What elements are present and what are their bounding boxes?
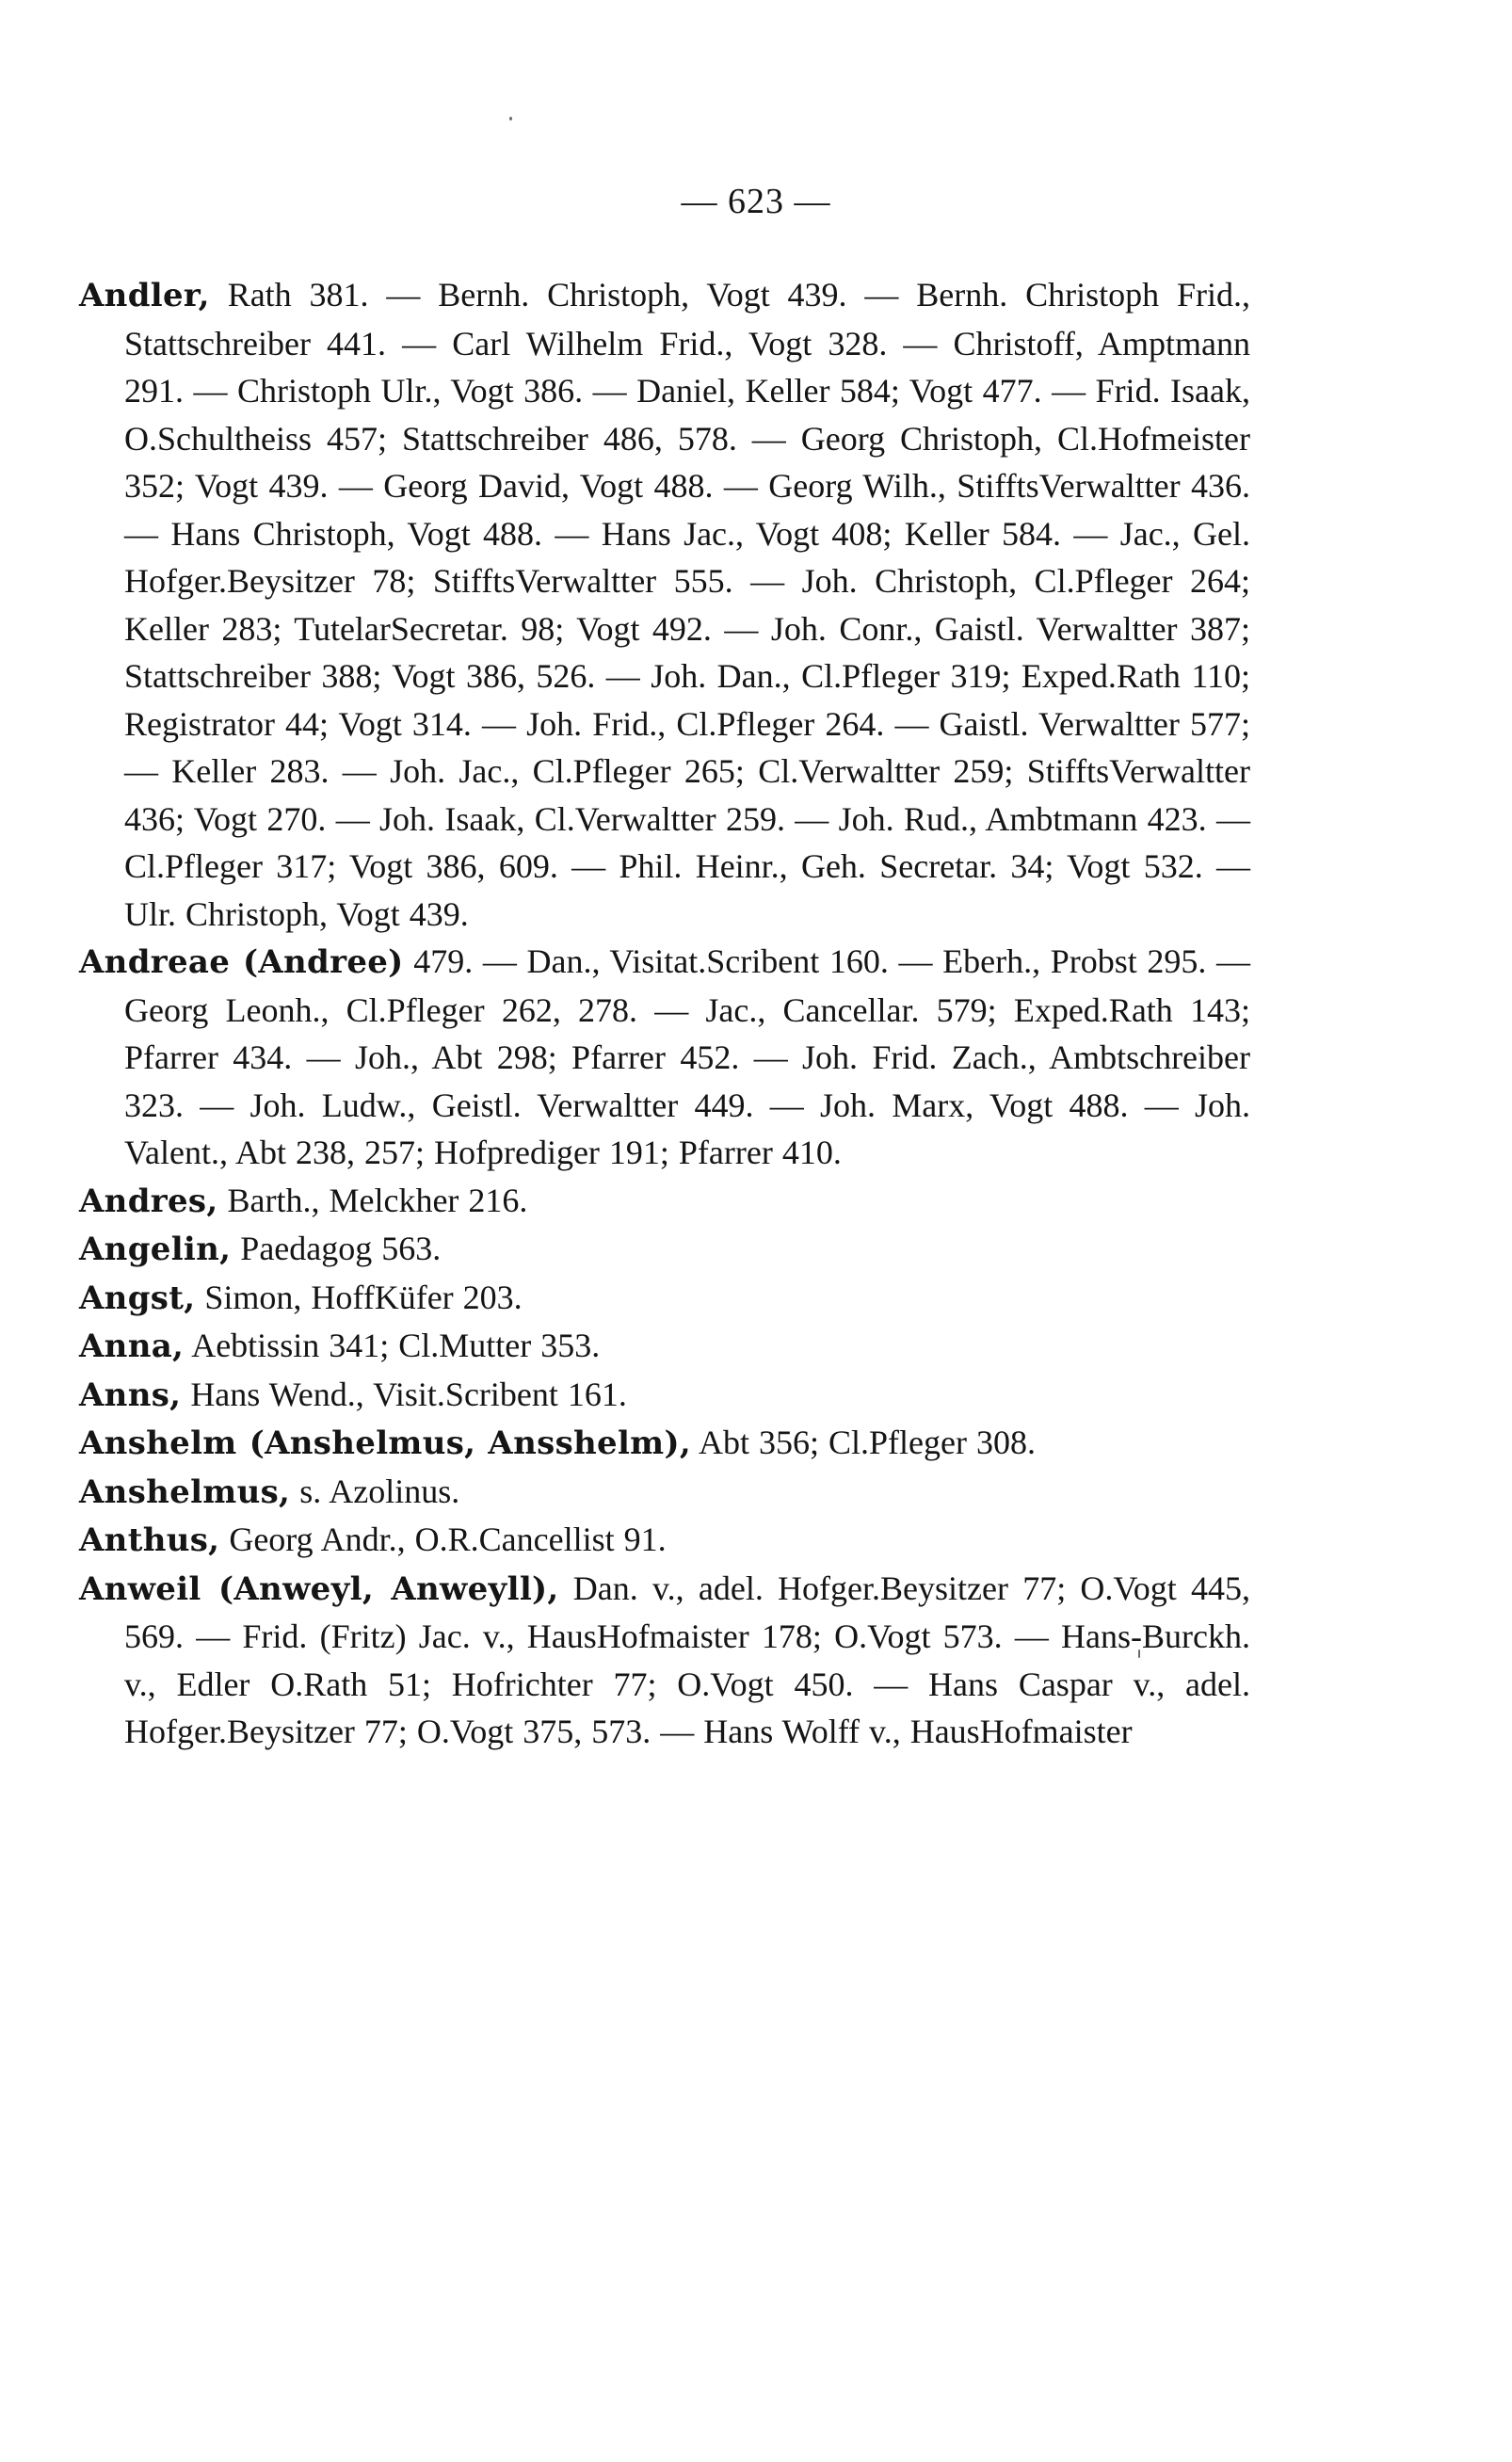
headword: Anshelmus,	[79, 1472, 291, 1511]
page-number: — 623 —	[681, 182, 831, 221]
headword: Anthus,	[79, 1521, 220, 1559]
entry-anshelmus	[79, 1468, 1250, 1517]
entry-text: Paedagog 563.	[240, 1230, 442, 1267]
entry-text: Abt 356; Cl.Pfleger 308.	[699, 1424, 1036, 1461]
entry-anweil	[79, 1565, 1250, 1756]
headword: Anweil (Anweyl, Anweyll),	[79, 1569, 559, 1608]
entry-anshelm	[79, 1419, 1250, 1468]
entry-angst	[79, 1274, 1250, 1323]
entry-angelin	[79, 1225, 1250, 1274]
headword: Andreae (Andree)	[79, 943, 404, 981]
headword: Angelin,	[79, 1231, 232, 1268]
entry-text: Aebtissin 341; Cl.Mutter 353.	[191, 1327, 601, 1364]
entry-text: Barth., Melckher 216.	[227, 1181, 528, 1219]
print-speck	[509, 117, 512, 121]
entry-text: Hans Wend., Visit.Scribent 161.	[190, 1375, 627, 1413]
entry-anthus	[79, 1516, 1250, 1565]
entry-text: Rath 381. — Bernh. Christoph, Vogt 439. — Bernh. Christoph Frid., Stattschreiber 441. — Carl Wilhelm Frid., Vogt 328. — Christoff, Amptmann 291. — Christoph Ulr., Vogt 386. — Daniel, Keller 584; Vogt 477. — Frid. Isaak, O.Schultheiss 457; Stattschreiber 486, 578. — Georg Christoph, Cl.Hofmeister 352; Vogt 439. — Georg David, Vogt 488. — Georg Wilh., StifftsVerwaltter 436. — Hans Christoph, Vogt 488. — Hans Jac., Vogt 408; Keller 584. — Jac., Gel. Hofger.Beysitzer 78; StifftsVerwaltter 555. — Joh. Christoph, Cl.Pfleger 264; Keller 283; TutelarSecretar. 98; Vogt 492. — Joh. Conr., Gaistl. Verwaltter 387; Stattschreiber 388; Vogt 386, 526. — Joh. Dan., Cl.Pfleger 319; Exped.Rath 110; Registrator 44; Vogt 314. — Joh. Frid., Cl.Pfleger 264. — Gaistl. Verwaltter 577; — Keller 283. — Joh. Jac., Cl.Pfleger 265; Cl.Verwaltter 259; StifftsVerwaltter 436; Vogt 270. — Joh. Isaak, Cl.Verwaltter 259. — Joh. Rud., Ambtmann 423. — Cl.Pfleger 317; Vogt 386, 609. — Phil. Heinr., Geh. Secretar. 34; Vogt 532. — Ulr. Christoph, Vogt 439.	[124, 276, 1251, 933]
entry-text: s. Azolinus.	[299, 1472, 460, 1510]
entry-text: Dan. v., adel. Hofger.Beysitzer 77; O.Vogt 445, 569. — Frid. (Fritz) Jac. v., HausHofmaister 178; O.Vogt 573. — Hans-Burckh. v., Edler O.Rath 51; Hofrichter 77; O.Vogt 450. — Hans Caspar v., adel. Hofger.Beysitzer 77; O.Vogt 375, 573. — Hans Wolff v., HausHofmaister	[124, 1569, 1251, 1750]
entry-text: Simon, HoffKüfer 203.	[204, 1278, 523, 1316]
entry-text: 479. — Dan., Visitat.Scribent 160. — Eberh., Probst 295. — Georg Leonh., Cl.Pfleger 262, 278. — Jac., Cancellar. 579; Exped.Rath 143; Pfarrer 434. — Joh., Abt 298; Pfarrer 452. — Joh. Frid. Zach., Ambtschreiber 323. — Joh. Ludw., Geistl. Verwaltter 449. — Joh. Marx, Vogt 488. — Joh. Valent., Abt 238, 257; Hofprediger 191; Pfarrer 410.	[124, 942, 1251, 1171]
register-entries	[79, 271, 1250, 1756]
entry-andreae	[79, 938, 1250, 1177]
headword: Andler,	[79, 277, 210, 314]
entry-text: Georg Andr., O.R.Cancellist 91.	[229, 1521, 667, 1558]
entry-anns	[79, 1371, 1250, 1420]
headword: Anshelm (Anshelmus, Ansshelm),	[79, 1424, 691, 1462]
headword: Anna,	[79, 1328, 185, 1365]
headword: Andres,	[79, 1182, 218, 1220]
headword: Angst,	[79, 1279, 196, 1317]
entry-anna	[79, 1322, 1250, 1371]
headword: Anns,	[79, 1376, 182, 1414]
entry-andres	[79, 1177, 1250, 1226]
entry-andler	[79, 271, 1250, 938]
